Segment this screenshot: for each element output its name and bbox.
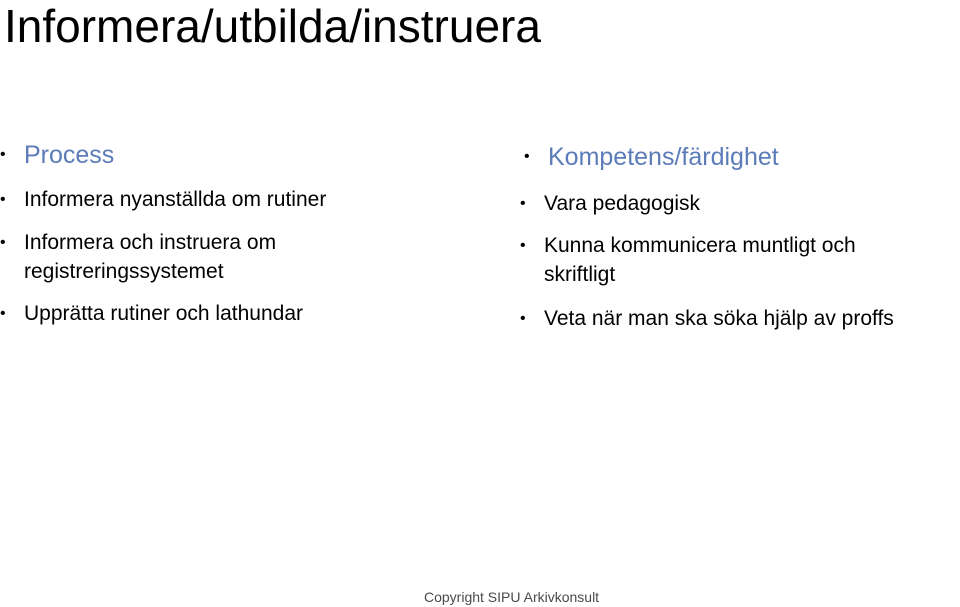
- right-column-heading: • Kompetens/färdighet: [524, 143, 779, 171]
- list-item: • Informera nyanställda om rutiner: [0, 185, 326, 214]
- bullet-icon: •: [0, 191, 6, 208]
- bullet-icon: •: [520, 310, 526, 327]
- list-item: • Informera och instruera om registreringssystemet: [0, 228, 276, 286]
- bullet-icon: •: [0, 234, 6, 251]
- left-column-heading: • Process: [0, 141, 115, 169]
- bullet-icon: •: [520, 195, 526, 212]
- bullet-icon: •: [524, 148, 530, 165]
- slide-title: Informera/utbilda/instruera: [4, 0, 541, 52]
- list-item: • Kunna kommunicera muntligt och skriftligt: [520, 231, 856, 289]
- list-item: • Veta när man ska söka hjälp av proffs: [520, 304, 894, 333]
- bullet-icon: •: [520, 237, 526, 254]
- bullet-icon: •: [0, 146, 6, 163]
- copyright-footer: Copyright SIPU Arkivkonsult: [424, 589, 600, 605]
- bullet-icon: •: [0, 305, 6, 322]
- list-item: • Upprätta rutiner och lathundar: [0, 299, 303, 328]
- list-item: • Vara pedagogisk: [520, 189, 700, 218]
